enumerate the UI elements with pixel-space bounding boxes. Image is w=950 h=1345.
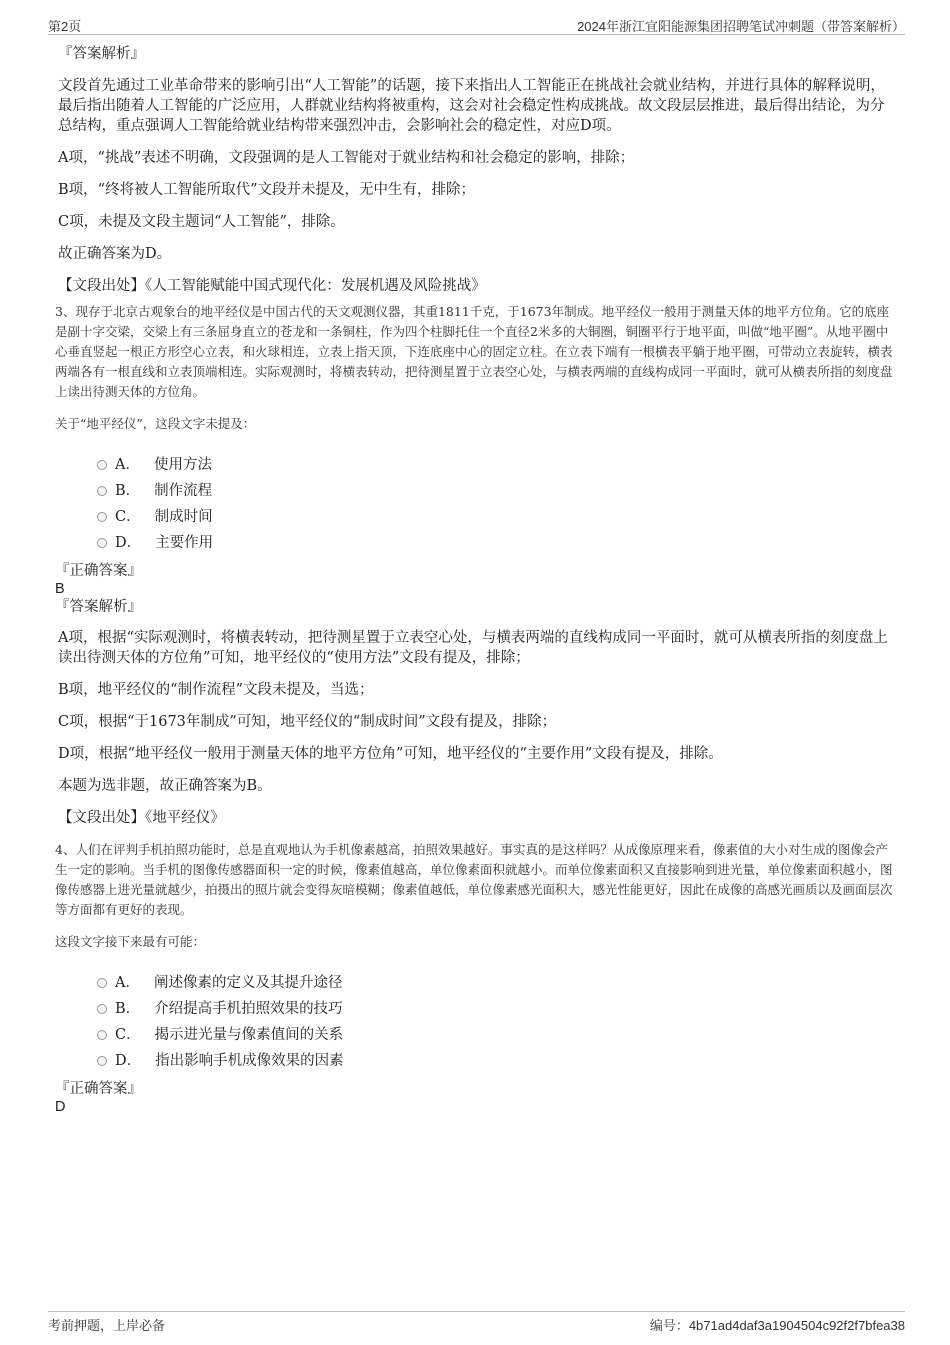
radio-icon[interactable]: [97, 1056, 107, 1066]
radio-icon[interactable]: [97, 1004, 107, 1014]
question-3-options: [55, 452, 895, 556]
radio-icon[interactable]: [97, 512, 107, 522]
analysis-option-b: B项，“终将被人工智能所取代”文段并未提及，无中生有，排除；: [58, 182, 475, 198]
footer-slogan: 考前押题，上岸必备: [48, 1318, 166, 1333]
analysis-label: 『答案解析』: [58, 46, 145, 62]
analysis-option-c: C项，未提及文段主题词“人工智能”，排除。: [58, 214, 345, 230]
correct-answer: B: [55, 581, 65, 597]
analysis-conclusion: 故正确答案为D。: [58, 246, 172, 262]
option-d[interactable]: D． 指出影响手机成像效果的因素: [97, 1048, 895, 1074]
analysis-option-a: A项，根据“实际观测时，将横表转动，把待测星置于立表空心处，与横表两端的直线构成同一平面时，就可从横表所指的刻度盘上读出待测天体的方位角”可知，地平经仪的“使用方法”文段有提及，排除；: [58, 630, 888, 666]
correct-answer: D: [55, 1099, 66, 1115]
correct-answer-label: 『正确答案』: [55, 563, 142, 579]
page-footer: [48, 1311, 905, 1334]
page-header: [48, 14, 905, 35]
option-d[interactable]: D． 主要作用: [97, 530, 895, 556]
radio-icon[interactable]: [97, 538, 107, 548]
page-number: 第2页: [48, 19, 82, 34]
option-c[interactable]: C． 制成时间: [97, 504, 895, 530]
option-a[interactable]: A． 阐述像素的定义及其提升途径: [97, 970, 895, 996]
document-title: 2024年浙江宜阳能源集团招聘笔试冲刺题（带答案解析）: [577, 19, 905, 34]
analysis-option-b: B项，地平经仪的“制作流程”文段未提及，当选；: [58, 682, 374, 698]
option-a[interactable]: A． 使用方法: [97, 452, 895, 478]
question-4-passage: 4、人们在评判手机拍照功能时，总是直观地认为手机像素越高，拍照效果越好。事实真的是这样吗？从成像原理来看，像素值的大小对生成的图像会产生一定的影响。当手机的图像传感器面积一定的时候，像素值越高，单位像素面积就越小。而单位像素面积又直接影响到进光量，单位像素面积越小，图像传感器上进光量就越少，拍摄出的照片就会变得灰暗模糊；像素值越低，单位像素感光面积大，感光性能更好，因此在成像的高感光画质以及画面层次等方面都有更好的表现。: [55, 842, 893, 917]
option-c[interactable]: C． 揭示进光量与像素值间的关系: [97, 1022, 895, 1048]
analysis-label: 『答案解析』: [55, 599, 142, 615]
option-b[interactable]: B． 制作流程: [97, 478, 895, 504]
document-id: 编号：4b71ad4daf3a1904504c92f2f7bfea38: [649, 1318, 905, 1333]
analysis-option-d: D项，根据“地平经仪一般用于测量天体的地平方位角”可知，地平经仪的“主要作用”文段有提及，排除。: [58, 746, 723, 762]
option-b[interactable]: B． 介绍提高手机拍照效果的技巧: [97, 996, 895, 1022]
radio-icon[interactable]: [97, 978, 107, 988]
question-4-options: [55, 970, 895, 1074]
radio-icon[interactable]: [97, 1030, 107, 1040]
question-3-passage: 3、现存于北京古观象台的地平经仪是中国古代的天文观测仪器，其重1811千克，于1673年制成。地平经仪一般用于测量天体的地平方位角。它的底座是副十字交梁，交梁上有三条屈身直立的苍龙和一条铜柱，作为四个柱脚托住一个直径2米多的大铜圈，铜圈平行于地平面，叫做“地平圈”。从地平圈中心垂直竖起一根正方形空心立表，和火球相连，立表上指天顶，下连底座中心的固定立柱。在立表下端有一根横表平躺于地平圈，可带动立表旋转，横表两端各有一根直线和立表顶端相连。实际观测时，将横表转动，把待测星置于立表空心处，与横表两端的直线构成同一平面时，就可从横表所指的刻度盘上读出待测天体的方位角。: [55, 304, 893, 399]
question-4-stem: 这段文字接下来最有可能：: [55, 934, 206, 949]
correct-answer-label: 『正确答案』: [55, 1081, 142, 1097]
analysis-option-a: A项，“挑战”表述不明确，文段强调的是人工智能对于就业结构和社会稳定的影响，排除；: [58, 150, 635, 166]
analysis-conclusion: 本题为选非题，故正确答案为B。: [58, 778, 272, 794]
radio-icon[interactable]: [97, 486, 107, 496]
page-content: [55, 44, 895, 1116]
question-3-stem: 关于“地平经仪”，这段文字未提及：: [55, 416, 256, 431]
passage-source: 【文段出处】《人工智能赋能中国式现代化：发展机遇及风险挑战》: [58, 278, 486, 294]
radio-icon[interactable]: [97, 460, 107, 470]
analysis-paragraph: 文段首先通过工业革命带来的影响引出“人工智能”的话题，接下来指出人工智能正在挑战社会就业结构，并进行具体的解释说明，最后指出随着人工智能的广泛应用，人群就业结构将被重构，这会对社会稳定性构成挑战。故文段层层推进，最后得出结论，为分总结构，重点强调人工智能给就业结构带来强烈冲击，会影响社会的稳定性，对应D项。: [58, 78, 885, 134]
analysis-option-c: C项，根据“于1673年制成”可知，地平经仪的“制成时间”文段有提及，排除；: [58, 714, 557, 730]
passage-source: 【文段出处】《地平经仪》: [58, 810, 225, 826]
